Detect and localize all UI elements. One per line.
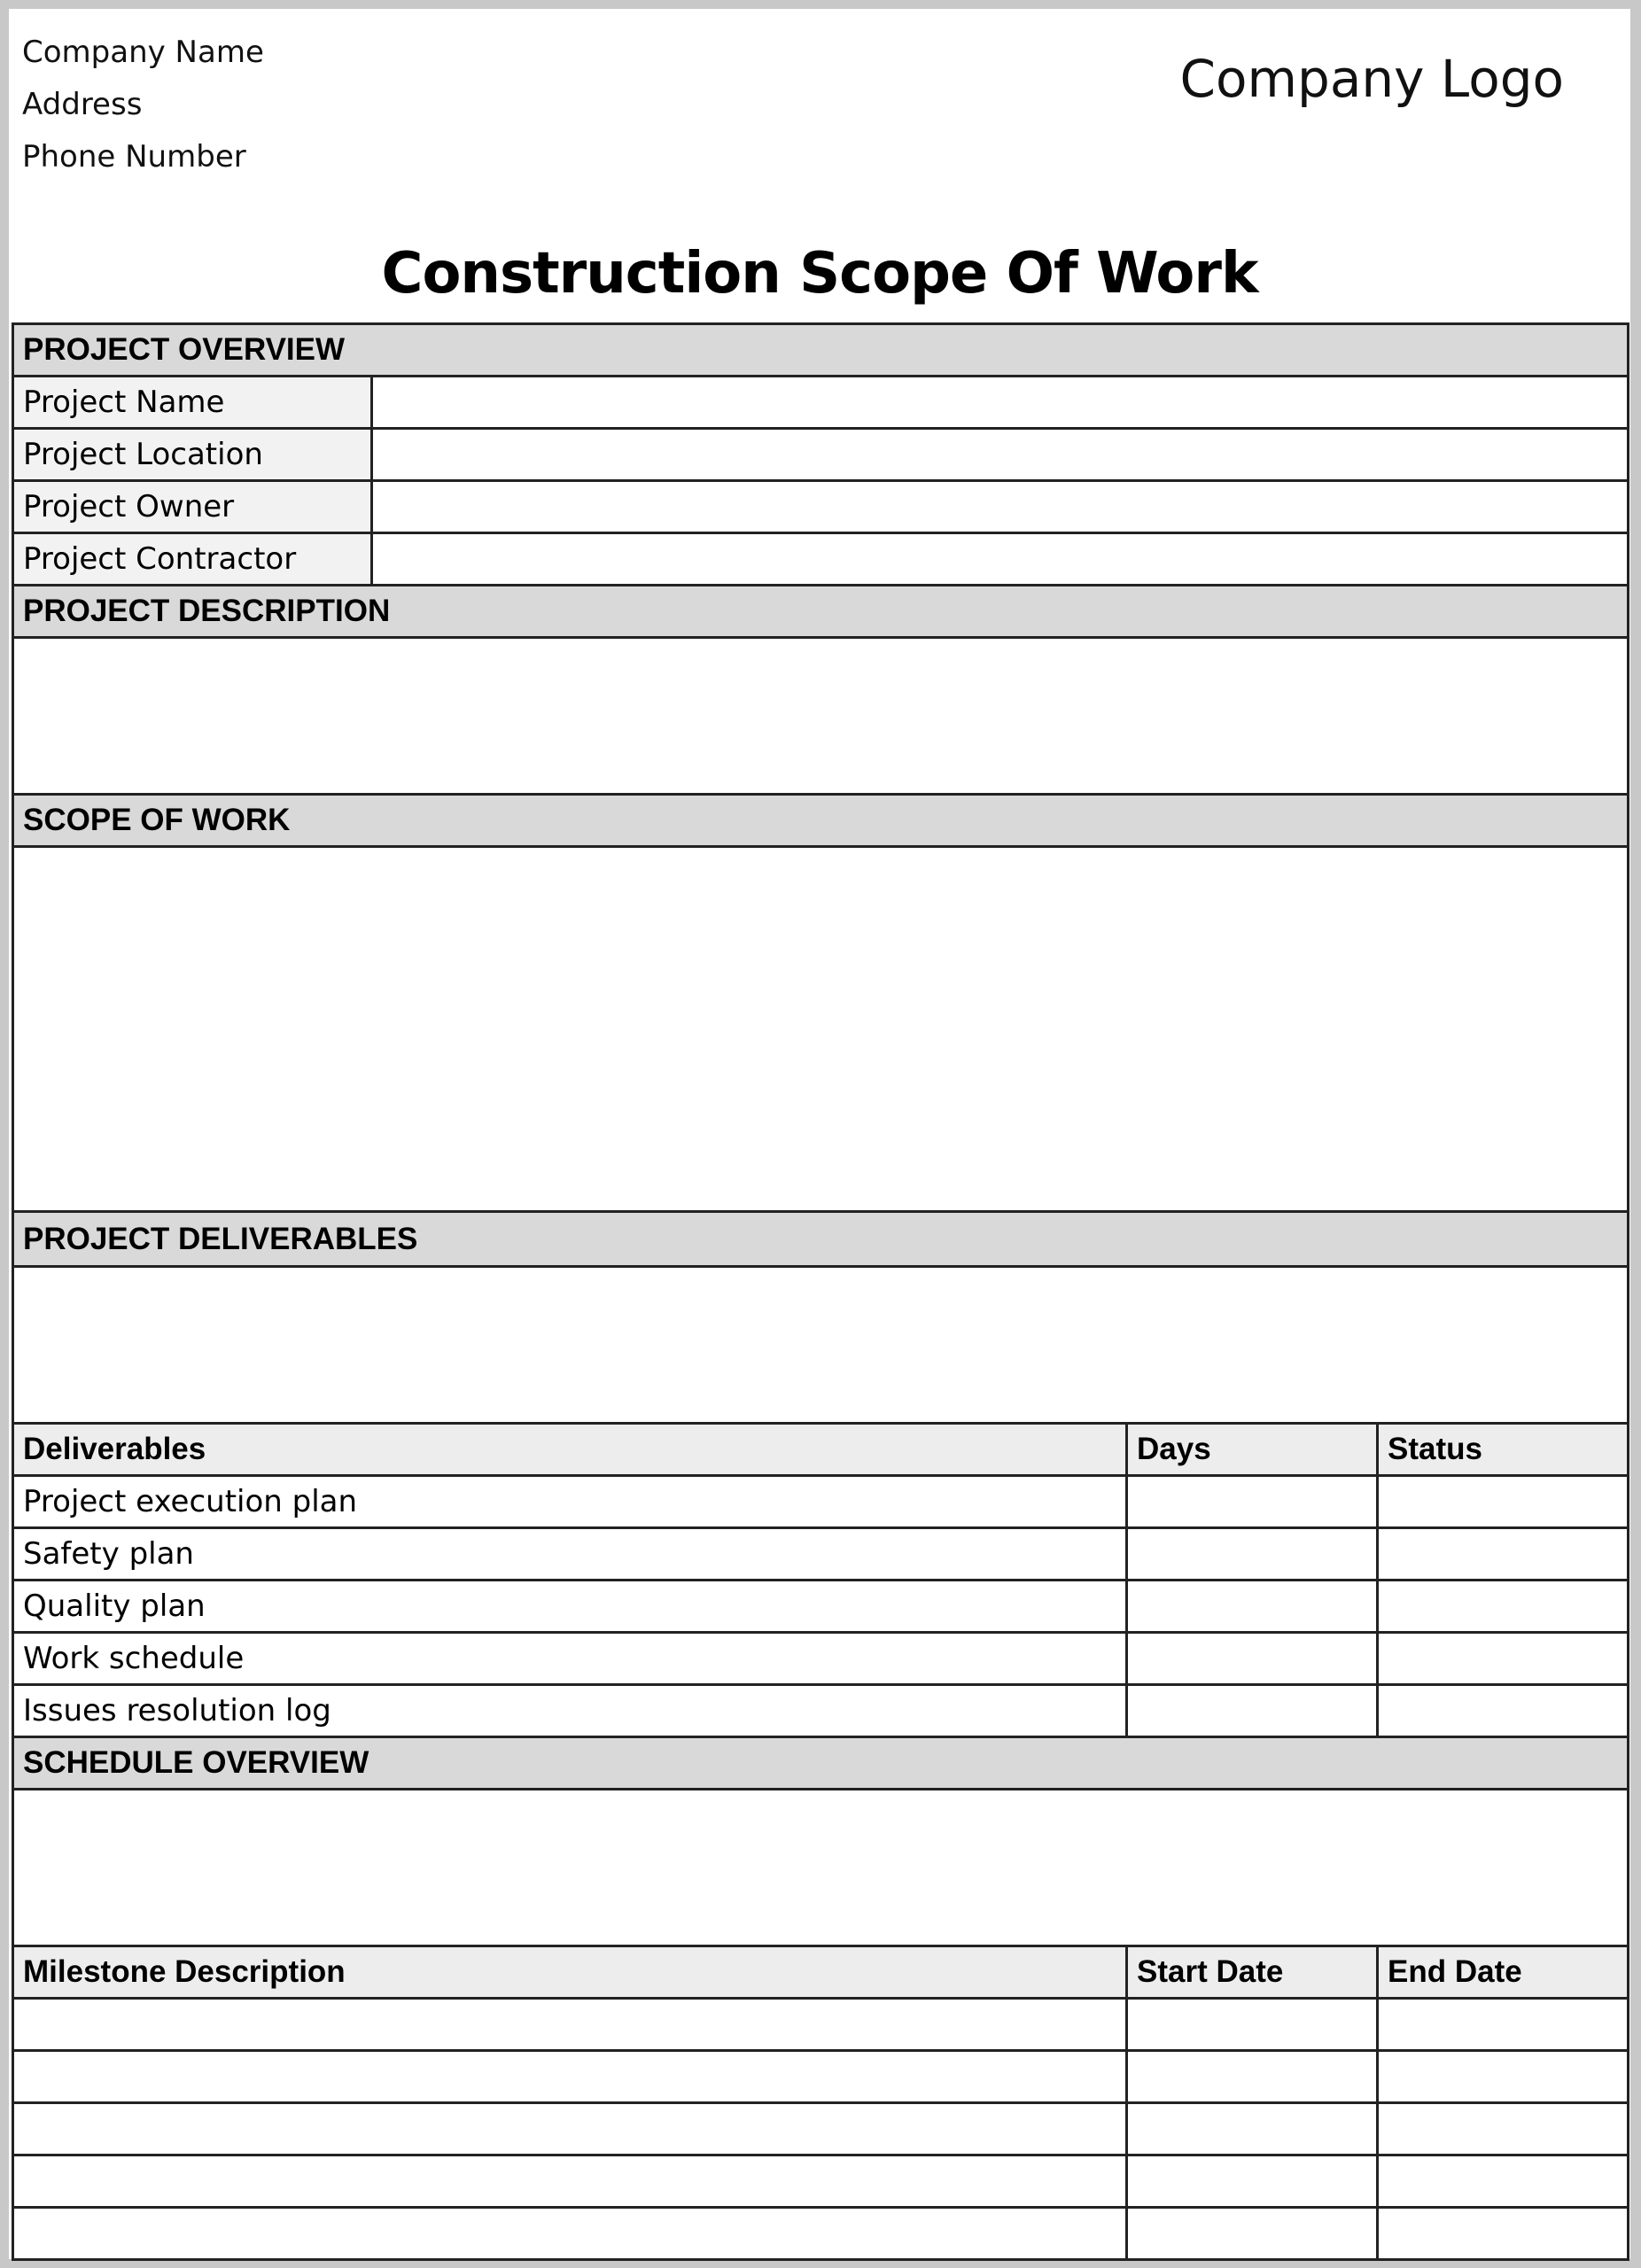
section-scope-of-work: SCOPE OF WORK bbox=[14, 796, 1627, 848]
document-title: Construction Scope Of Work bbox=[381, 241, 1258, 307]
start-date-cell[interactable] bbox=[1128, 2000, 1379, 2049]
status-cell[interactable] bbox=[1379, 1529, 1627, 1579]
table-row bbox=[14, 1581, 1627, 1634]
column-header-days: Days bbox=[1128, 1425, 1379, 1474]
field-label: Project Location bbox=[14, 430, 373, 479]
table-row bbox=[14, 1477, 1627, 1529]
start-date-cell[interactable] bbox=[1128, 2156, 1379, 2206]
milestone-table-header bbox=[14, 1947, 1627, 2000]
field-label: Project Owner bbox=[14, 482, 373, 532]
days-cell[interactable] bbox=[1128, 1477, 1379, 1526]
project-name-field[interactable] bbox=[373, 377, 1627, 427]
status-cell[interactable] bbox=[1379, 1581, 1627, 1631]
section-schedule-overview: SCHEDULE OVERVIEW bbox=[14, 1738, 1627, 1790]
days-cell[interactable] bbox=[1128, 1634, 1379, 1683]
project-description-area[interactable] bbox=[14, 639, 1627, 796]
column-header-status: Status bbox=[1388, 1432, 1482, 1466]
section-project-description: PROJECT DESCRIPTION bbox=[14, 586, 1627, 639]
milestone-cell[interactable] bbox=[14, 2209, 1128, 2258]
column-header-end-date: End Date bbox=[1388, 1954, 1522, 1989]
days-cell[interactable] bbox=[1128, 1529, 1379, 1579]
table-row bbox=[14, 2156, 1627, 2209]
deliverable-name: Safety plan bbox=[14, 1529, 1128, 1579]
overview-row bbox=[14, 534, 1627, 586]
deliverable-name: Project execution plan bbox=[14, 1477, 1128, 1526]
field-label: Project Name bbox=[14, 377, 373, 427]
table-row bbox=[14, 2209, 1627, 2261]
project-owner-field[interactable] bbox=[373, 482, 1627, 532]
end-date-cell[interactable] bbox=[1379, 2052, 1627, 2101]
column-header-start-date: Start Date bbox=[1128, 1947, 1379, 1997]
milestone-cell[interactable] bbox=[14, 2104, 1128, 2154]
overview-row bbox=[14, 377, 1627, 430]
end-date-cell[interactable] bbox=[1379, 2209, 1627, 2258]
status-cell[interactable] bbox=[1379, 1477, 1627, 1526]
column-header-deliverables: Deliverables bbox=[14, 1425, 1128, 1474]
status-cell[interactable] bbox=[1379, 1634, 1627, 1683]
overview-row bbox=[14, 482, 1627, 534]
company-name: Company Name bbox=[22, 35, 264, 70]
deliverable-name: Issues resolution log bbox=[14, 1686, 1128, 1736]
end-date-cell[interactable] bbox=[1379, 2000, 1627, 2049]
project-contractor-field[interactable] bbox=[373, 534, 1627, 584]
scope-of-work-area[interactable] bbox=[14, 848, 1627, 1213]
table-row bbox=[14, 2104, 1627, 2156]
table-row bbox=[14, 1634, 1627, 1686]
company-phone: Phone Number bbox=[22, 139, 246, 175]
company-address: Address bbox=[22, 87, 143, 122]
table-row bbox=[14, 1529, 1627, 1581]
project-location-field[interactable] bbox=[373, 430, 1627, 479]
days-cell[interactable] bbox=[1128, 1686, 1379, 1736]
document-page bbox=[9, 9, 1630, 2259]
status-cell[interactable] bbox=[1379, 1686, 1627, 1736]
deliverable-name: Quality plan bbox=[14, 1581, 1128, 1631]
column-header-milestone: Milestone Description bbox=[14, 1947, 1128, 1997]
end-date-cell[interactable] bbox=[1379, 2156, 1627, 2206]
company-info bbox=[22, 27, 264, 183]
days-cell[interactable] bbox=[1128, 1581, 1379, 1631]
milestone-cell[interactable] bbox=[14, 2156, 1128, 2206]
schedule-overview-area[interactable] bbox=[14, 1790, 1627, 1947]
deliverable-name: Work schedule bbox=[14, 1634, 1128, 1683]
milestone-cell[interactable] bbox=[14, 2000, 1128, 2049]
start-date-cell[interactable] bbox=[1128, 2052, 1379, 2101]
deliverables-table-header bbox=[14, 1425, 1627, 1477]
table-row bbox=[14, 2052, 1627, 2104]
table-row bbox=[14, 2000, 1627, 2052]
start-date-cell[interactable] bbox=[1128, 2104, 1379, 2154]
start-date-cell[interactable] bbox=[1128, 2209, 1379, 2258]
overview-row bbox=[14, 430, 1627, 482]
project-deliverables-area[interactable] bbox=[14, 1268, 1627, 1425]
field-label: Project Contractor bbox=[14, 534, 373, 584]
end-date-cell[interactable] bbox=[1379, 2104, 1627, 2154]
table-row bbox=[14, 1686, 1627, 1738]
section-project-deliverables: PROJECT DELIVERABLES bbox=[14, 1213, 1627, 1268]
section-project-overview: PROJECT OVERVIEW bbox=[14, 325, 1627, 377]
milestone-cell[interactable] bbox=[14, 2052, 1128, 2101]
scope-form bbox=[12, 322, 1629, 2261]
company-logo-placeholder: Company Logo bbox=[1179, 49, 1564, 109]
